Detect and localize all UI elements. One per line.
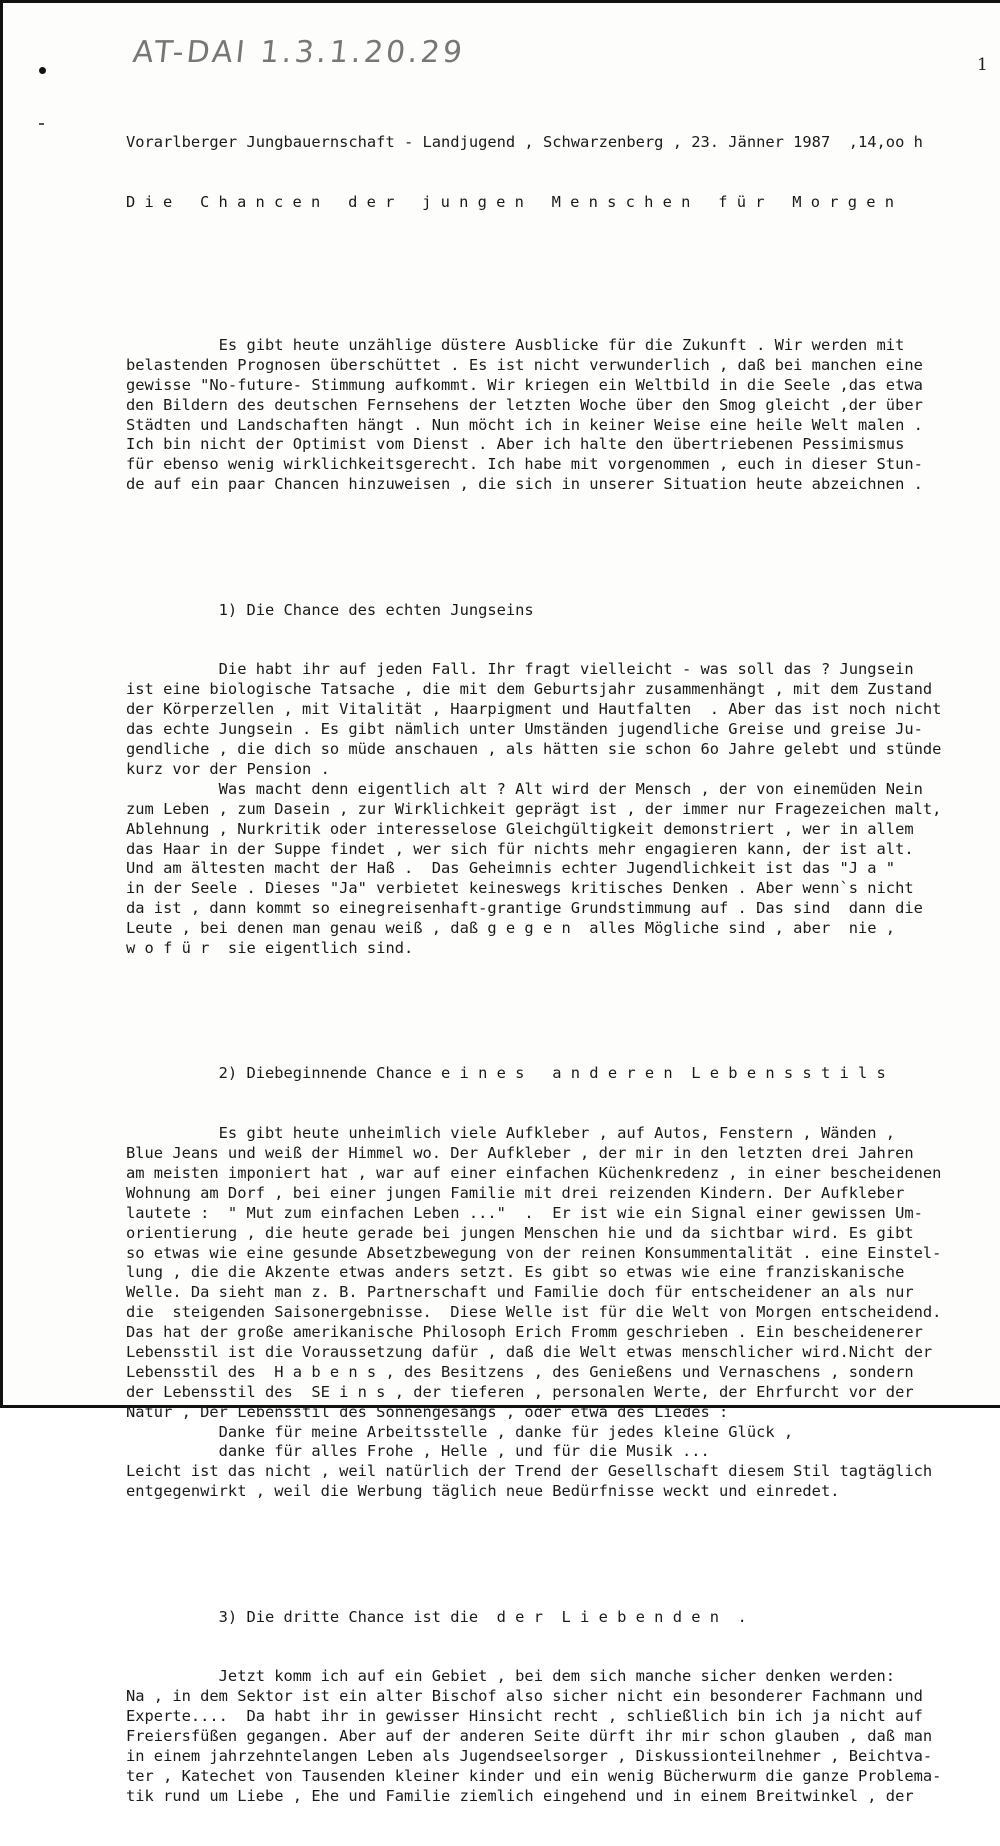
text-line: tik rund um Liebe , Ehe und Familie ziemlich eingehend und in einem Breitwinkel , der xyxy=(126,1786,914,1805)
section-1-body xyxy=(126,660,998,958)
text-line: in der Seele . Dieses "Ja" verbietet keineswegs kritisches Denken . Aber wenn`s nicht xyxy=(126,879,914,898)
text-line: Freiersfüßen gegangen. Aber auf der anderen Seite dürft ihr mir schon glauben , daß man xyxy=(126,1727,933,1746)
document-title: Die Chancen der jungen Menschen für Morgen xyxy=(126,192,904,211)
text-line: orientierung , die heute gerade bei jungen Menschen hie und da sichtbar wird. Es gibt xyxy=(126,1223,914,1242)
text-line: Lebensstil ist die Voraussetzung dafür , daß die Welt etwas menschlicher wird.Nicht der xyxy=(126,1342,933,1361)
text-line: Natur , Der Lebensstil des Sonnengesangs , oder etwa des Liedes : xyxy=(126,1402,729,1421)
section-3-heading: 3) Die dritte Chance ist die d e r L i e b e n d e n . xyxy=(126,1607,747,1626)
text-line: Ablehnung , Nurkritik oder interesselose Gleichgültigkeit demonstriert , wer in allem xyxy=(126,819,914,838)
text-line: Leicht ist das nicht , weil natürlich der Trend der Gesellschaft diesem Stil tagtäglich xyxy=(126,1462,933,1481)
section-1-heading: 1) Die Chance des echten Jungseins xyxy=(126,600,534,619)
text-line: Welle. Da sieht man z. B. Partnerschaft und Familie doch für entscheidener an als nur xyxy=(126,1283,914,1302)
text-line: zum Leben , zum Dasein , zur Wirklichkeit geprägt ist , der immer nur Fragezeichen malt, xyxy=(126,799,942,818)
section-3-body xyxy=(126,1667,998,1806)
text-line: Blue Jeans und weiß der Himmel wo. Der Aufkleber , der mir in den letzten drei Jahren xyxy=(126,1144,914,1163)
text-line: Na , in dem Sektor ist ein alter Bischof also sicher nicht ein besonderer Fachmann und xyxy=(126,1687,923,1706)
text-line: für ebenso wenig wirklichkeitsgerecht. Ich habe mit vorgenommen , euch in dieser Stun- xyxy=(126,455,923,474)
text-line: entgegenwirkt , weil die Werbung täglich neue Bedürfnisse weckt und einredet. xyxy=(126,1482,840,1501)
text-line: die steigenden Saisonergebnisse. Diese Welle ist für die Welt von Morgen entscheidend. xyxy=(126,1303,942,1322)
text-line: Was macht denn eigentlich alt ? Alt wird der Mensch , der von einemüden Nein xyxy=(126,779,923,798)
text-line: da ist , dann kommt so einegreisenhaft-grantige Grundstimmung auf . Das sind dann die xyxy=(126,899,923,918)
text-line: der Lebensstil des SE i n s , der tieferen , personalen Werte, der Ehrfurcht vor der xyxy=(126,1382,914,1401)
text-line: w o f ü r sie eigentlich sind. xyxy=(126,938,414,957)
text-line: Es gibt heute unheimlich viele Aufkleber , auf Autos, Fenstern , Wänden , xyxy=(126,1124,896,1143)
text-line: lung , die die Akzente etwas anders setzt. Es gibt so etwas wie eine franziskanische xyxy=(126,1263,905,1282)
text-line: Es gibt heute unzählige düstere Ausblicke für die Zukunft . Wir werden mit xyxy=(126,336,905,355)
text-line: de auf ein paar Chancen hinzuweisen , die sich in unserer Situation heute abzeichnen . xyxy=(126,475,923,494)
text-line: Lebensstil des H a b e n s , des Besitzens , des Genießens und Vernaschens , sondern xyxy=(126,1362,914,1381)
text-line: Die habt ihr auf jeden Fall. Ihr fragt vielleicht - was soll das ? Jungsein xyxy=(126,660,914,679)
text-line: das Haar in der Suppe findet , wer sich für nichts mehr engagieren kann, der ist alt. xyxy=(126,839,914,858)
text-line: danke für alles Frohe , Helle , und für die Musik ... xyxy=(126,1442,710,1461)
text-line: Danke für meine Arbeitsstelle , danke für jedes kleine Glück , xyxy=(126,1422,794,1441)
typed-text xyxy=(126,93,998,1846)
text-line: Jetzt komm ich auf ein Gebiet , bei dem sich manche sicher denken werden: xyxy=(126,1667,896,1686)
text-line: am meisten imponiert hat , war auf einer einfachen Küchenkredenz , in einer bescheidenen xyxy=(126,1163,942,1182)
text-line: belastenden Prognosen überschüttet . Es ist nicht verwunderlich , daß bei manchen eine xyxy=(126,355,923,374)
text-line: gewisse "No-future- Stimmung aufkommt. Wir kriegen ein Weltbild in die Seele ,das etwa xyxy=(126,375,923,394)
archive-signature: AT-DAI 1.3.1.20.29 xyxy=(131,35,467,70)
text-line: Das hat der große amerikanische Philosoph Erich Fromm geschrieben . Ein bescheidenerer xyxy=(126,1323,923,1342)
scan-mark xyxy=(39,123,44,125)
text-line: Wohnung am Dorf , bei einer jungen Familie mit drei reizenden Kindern. Der Aufkleber xyxy=(126,1183,905,1202)
punch-mark xyxy=(39,67,46,74)
text-line: lautete : " Mut zum einfachen Leben ..." . Er ist wie ein Signal einer gewissen Um- xyxy=(126,1203,923,1222)
intro-paragraph xyxy=(126,336,998,495)
text-line: Städten und Landschaften hängt . Nun möcht ich in keiner Weise eine heile Welt malen . xyxy=(126,415,923,434)
text-line: Ich bin nicht der Optimist vom Dienst . Aber ich halte den übertriebenen Pessimismus xyxy=(126,435,905,454)
text-line: das echte Jungsein . Es gibt nämlich unter Umständen jugendliche Greise und greise Ju- xyxy=(126,720,923,739)
text-line: gendliche , die dich so müde anschauen , als hätten sie schon 6o Jahre gelebt und stünde xyxy=(126,740,942,759)
text-line: Und am ältesten macht der Haß . Das Geheimnis echter Jugendlichkeit ist das "J a " xyxy=(126,859,896,878)
text-line: den Bildern des deutschen Fernsehens der letzten Woche über den Smog gleicht ,der über xyxy=(126,395,923,414)
text-line: Experte.... Da habt ihr in gewisser Hinsicht recht , schließlich bin ich ja nicht auf xyxy=(126,1707,923,1726)
text-line: ter , Katechet von Tausenden kleiner kinder und ein wenig Bücherwurm die ganze Problema- xyxy=(126,1766,942,1785)
text-line: Leute , bei denen man genau weiß , daß g e g e n alles Mögliche sind , aber nie , xyxy=(126,919,896,938)
header-meta: Vorarlberger Jungbauernschaft - Landjugend , Schwarzenberg , 23. Jänner 1987 ,14,oo h xyxy=(126,132,923,151)
text-line: der Körperzellen , mit Vitalität , Haarpigment und Hautfalten . Aber das ist noch nicht xyxy=(126,700,942,719)
section-2-body xyxy=(126,1124,998,1502)
text-line: in einem jahrzehntelangen Leben als Jugendseelsorger , Diskussionteilnehmer , Beichtva- xyxy=(126,1746,933,1765)
page-number: 1 xyxy=(977,55,988,75)
text-line: kurz vor der Pension . xyxy=(126,759,330,778)
text-line: ist eine biologische Tatsache , die mit dem Geburtsjahr zusammenhängt , mit dem Zustand xyxy=(126,680,933,699)
text-line: so etwas wie eine gesunde Absetzbewegung von der reinen Konsummentalität . eine Einstel- xyxy=(126,1243,942,1262)
section-2-heading: 2) Diebeginnende Chance e i n e s a n d e r e n L e b e n s s t i l s xyxy=(126,1064,886,1083)
